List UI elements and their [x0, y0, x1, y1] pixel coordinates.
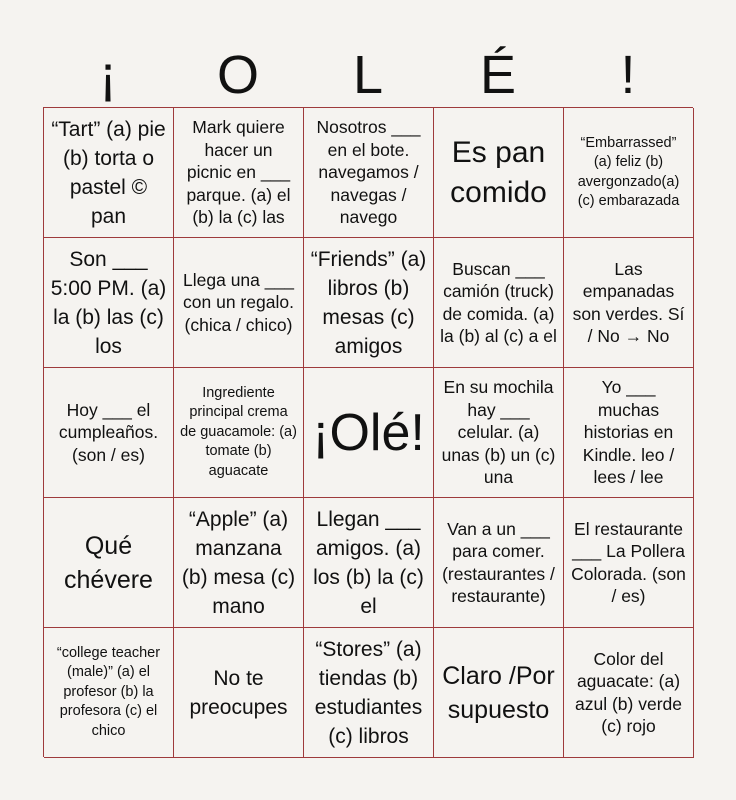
bingo-cell[interactable]: Llega una ___ con un regalo. (chica / chico): [174, 238, 304, 368]
header-letter: !: [620, 45, 636, 105]
header-letter: ¡: [99, 45, 117, 105]
bingo-board: [43, 107, 693, 757]
bingo-cell[interactable]: “Stores” (a) tiendas (b) estudiantes (c) libros: [304, 628, 434, 758]
header-letter: L: [352, 45, 384, 105]
bingo-cell[interactable]: Yo ___ muchas historias en Kindle. leo / lees / lee: [564, 368, 694, 498]
bingo-cell[interactable]: “Tart” (a) pie (b) torta o pastel © pan: [44, 108, 174, 238]
bingo-cell[interactable]: Van a un ___ para comer. (restaurantes / restaurante): [434, 498, 564, 628]
bingo-cell[interactable]: Mark quiere hacer un picnic en ___ parque. (a) el (b) la (c) las: [174, 108, 304, 238]
bingo-cell[interactable]: Hoy ___ el cumpleaños. (son / es): [44, 368, 174, 498]
bingo-cell[interactable]: “Embarrassed” (a) feliz (b) avergonzado(a) (c) embarazada: [564, 108, 694, 238]
free-space-cell[interactable]: ¡Olé!: [304, 368, 434, 498]
bingo-cell[interactable]: Buscan ___ camión (truck) de comida. (a) la (b) al (c) a el: [434, 238, 564, 368]
header-letter: É: [479, 45, 517, 105]
bingo-cell[interactable]: Las empanadas son verdes. Sí / No → No: [564, 238, 694, 368]
bingo-cell[interactable]: “Friends” (a) libros (b) mesas (c) amigos: [304, 238, 434, 368]
bingo-cell[interactable]: “college teacher (male)” (a) el profesor (b) la profesora (c) el chico: [44, 628, 174, 758]
bingo-cell[interactable]: Nosotros ___ en el bote. navegamos / navegas / navego: [304, 108, 434, 238]
bingo-header: [43, 42, 693, 108]
bingo-cell[interactable]: Qué chévere: [44, 498, 174, 628]
bingo-cell[interactable]: El restaurante ___ La Pollera Colorada. (son / es): [564, 498, 694, 628]
bingo-cell[interactable]: No te preocupes: [174, 628, 304, 758]
bingo-cell[interactable]: Ingrediente principal crema de guacamole: (a) tomate (b) aguacate: [174, 368, 304, 498]
bingo-cell[interactable]: Es pan comido: [434, 108, 564, 238]
bingo-cell[interactable]: En su mochila hay ___ celular. (a) unas (b) un (c) una: [434, 368, 564, 498]
header-letter: O: [216, 45, 259, 105]
bingo-cell[interactable]: Color del aguacate: (a) azul (b) verde (c) rojo: [564, 628, 694, 758]
bingo-cell[interactable]: “Apple” (a) manzana (b) mesa (c) mano: [174, 498, 304, 628]
bingo-cell[interactable]: Son ___ 5:00 PM. (a) la (b) las (c) los: [44, 238, 174, 368]
bingo-cell[interactable]: Llegan ___ amigos. (a) los (b) la (c) el: [304, 498, 434, 628]
bingo-cell[interactable]: Claro /Por supuesto: [434, 628, 564, 758]
